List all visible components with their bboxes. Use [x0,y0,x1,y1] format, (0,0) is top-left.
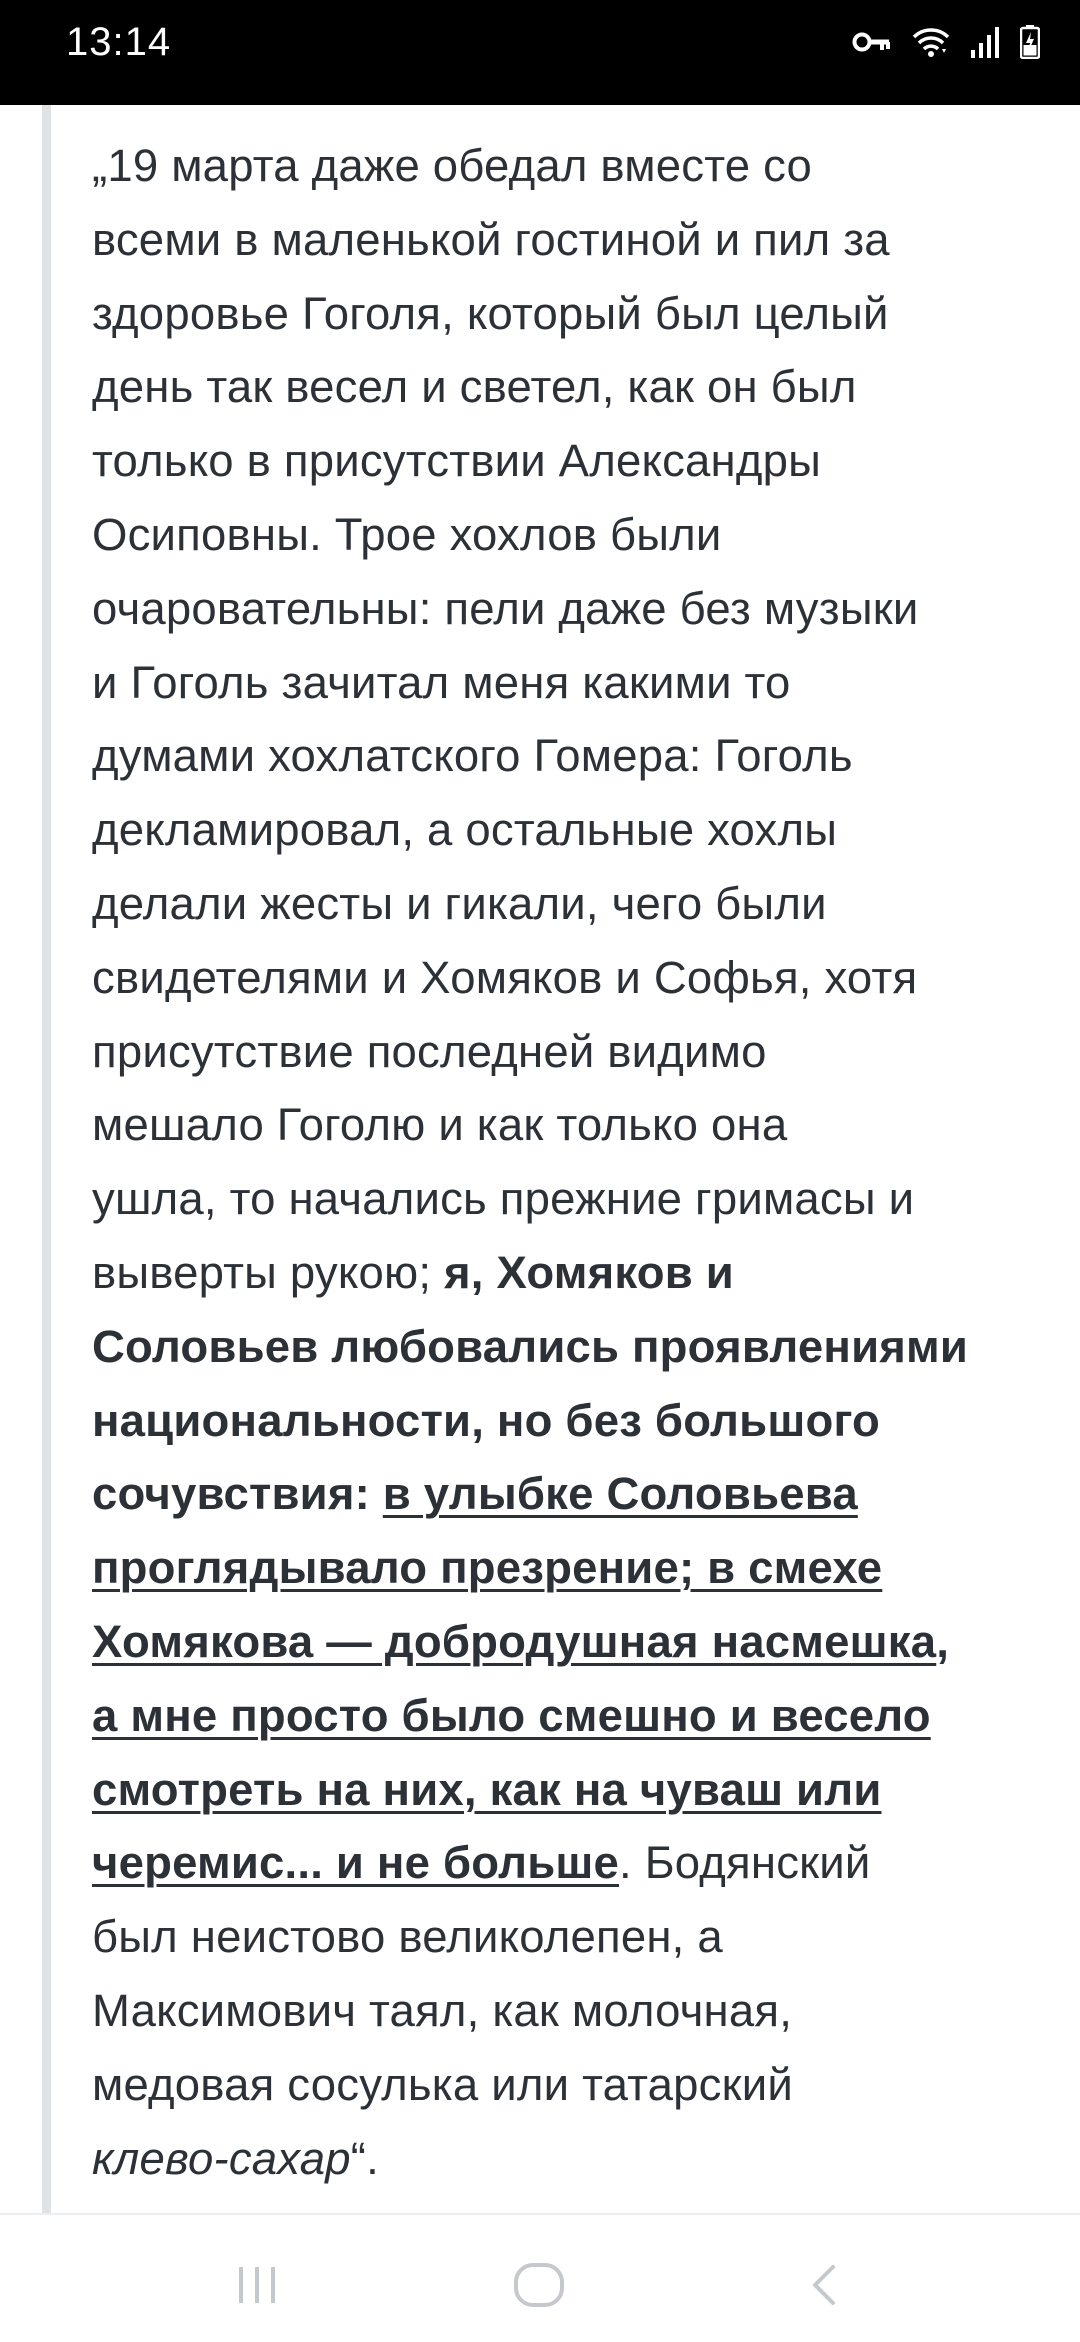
text-segment: в улыбке Соловьева [382,1468,858,1520]
text-segment: , [936,1615,950,1667]
text-segment: был неистово великолепен, а [92,1911,723,1963]
text-line [92,1162,1052,1236]
text-segment: и Гоголь зачитал меня какими то [92,656,791,708]
text-line [92,1679,1052,1753]
text-line [92,719,1052,793]
text-segment: думами хохлатского Гомера: Гоголь [92,730,853,782]
text-line [92,1826,1052,1900]
text-segment: Соловьев любовались проявлениями [92,1320,969,1372]
vpn-key-icon [852,30,892,54]
text-line [92,572,1052,646]
home-icon[interactable] [510,2255,570,2315]
text-line [92,2048,1052,2122]
text-line [92,1088,1052,1162]
text-segment: проглядывало презрение; в смехе [92,1542,883,1594]
text-segment: медовая сосулька или татарский [92,2058,793,2110]
text-segment: Хомякова — добродушная насмешка [92,1615,937,1667]
recent-apps-icon[interactable] [229,2255,289,2315]
text-line [92,277,1052,351]
text-segment: я, Хомяков и [444,1246,734,1298]
text-segment: „19 марта даже обедал вместе со [92,140,813,191]
text-segment: всеми в маленькой гостиной и пил за [92,213,890,265]
text-segment: . Бодянский [619,1837,871,1889]
text-segment: только в присутствии Александры [92,435,822,487]
status-bar [0,0,1080,105]
text-line [92,1236,1052,1310]
text-segment: ушла, то начались прежние гримасы и [92,1173,915,1225]
text-line [92,1900,1052,1974]
text-segment: а мне просто было смешно и весело [92,1689,931,1741]
text-line [92,646,1052,720]
status-icons [852,22,1040,62]
text-segment: “. [350,2132,379,2184]
text-line [92,1605,1052,1679]
text-segment: клево-сахар [92,2132,351,2184]
text-line [92,867,1052,941]
text-line [92,1015,1052,1089]
text-segment: декламировал, а остальные хохлы [92,804,838,856]
text-segment: очаровательны: пели даже без музыки [92,582,919,634]
text-segment: мешало Гоголю и как только она [92,1099,788,1151]
text-line [92,350,1052,424]
text-line [92,129,1052,203]
battery-charging-icon [1020,25,1040,59]
text-segment: выверты рукою; [92,1246,445,1298]
text-line [92,1310,1052,1384]
text-line [92,498,1052,572]
text-line [92,203,1052,277]
text-line [92,1384,1052,1458]
text-line [92,2122,1052,2196]
text-segment: Осиповны. Трое хохлов были [92,508,722,560]
status-time: 13:14 [66,20,172,64]
text-segment: черемис... и не больше [92,1837,620,1889]
cellular-signal-icon [970,26,1000,58]
text-line [92,941,1052,1015]
text-line [92,1457,1052,1531]
quote-bar [42,105,51,2213]
wifi-icon [912,25,950,59]
text-segment: делали жесты и гикали, чего были [92,877,827,929]
text-line [92,1531,1052,1605]
text-segment: присутствие последней видимо [92,1025,767,1077]
text-segment: Максимович таял, как молочная, [92,1984,793,2036]
text-segment: сочувствия: [92,1468,383,1520]
text-segment: день так весел и светел, как он был [92,361,857,413]
back-icon[interactable] [795,2255,855,2315]
text-line [92,1974,1052,2048]
text-line [92,793,1052,867]
text-segment: свидетелями и Хомяков и Софья, хотя [92,951,918,1003]
text-segment: смотреть на них, как на чуваш или [92,1763,882,1815]
text-segment: здоровье Гоголя, который был целый [92,287,889,339]
quote-text [92,129,1052,2195]
text-line [92,424,1052,498]
navigation-bar [0,2213,1080,2342]
article-content [0,105,1080,2213]
text-segment: национальности, но без большого [92,1394,880,1446]
text-line [92,1753,1052,1827]
